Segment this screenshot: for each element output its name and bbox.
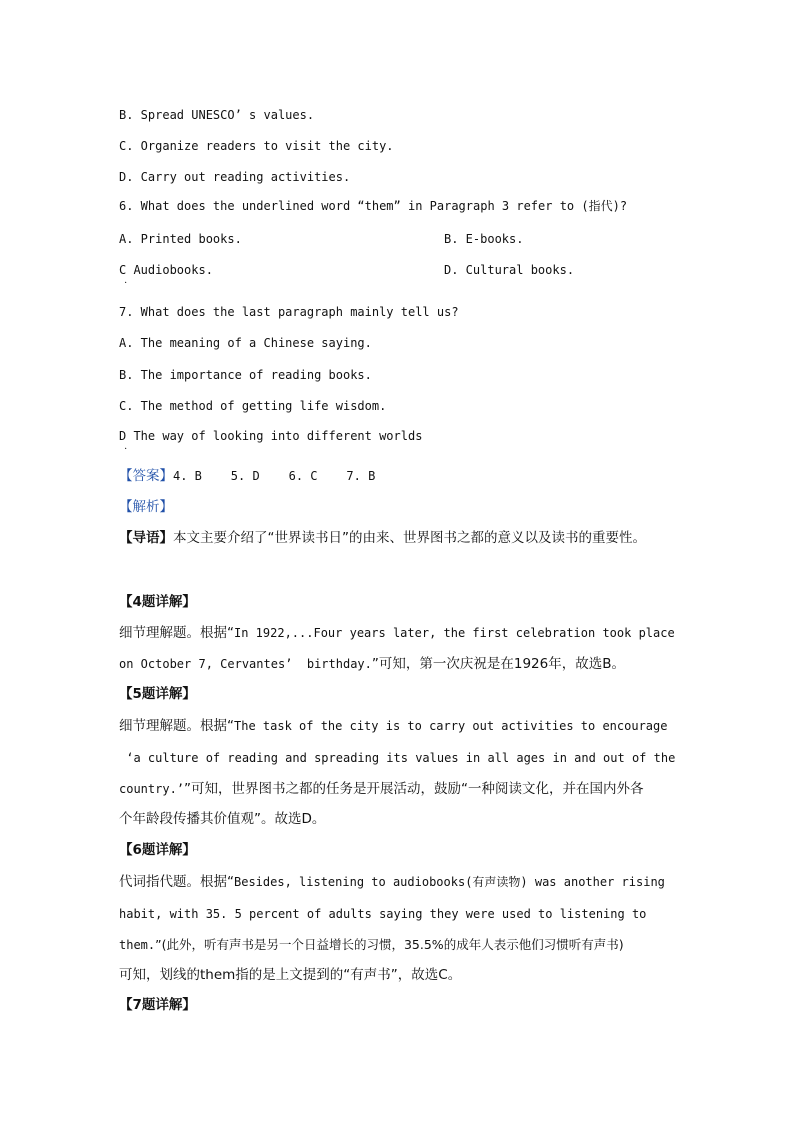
option-q7-d: D The way of looking into different worlds [119,429,423,443]
q6-detail-line-4: 可知，划线的them指的是上文提到的“有声书”，故选C。 [119,967,462,983]
option-q6-a: A. Printed books. [119,232,242,246]
option-q7-c: C. The method of getting life wisdom. [119,399,387,413]
option-q6-d: D. Cultural books. [444,263,575,277]
question-7: 7. What does the last paragraph mainly tell us? [119,305,459,319]
option-q7-a: A. The meaning of a Chinese saying. [119,336,372,350]
q4-detail-heading: 【4题详解】 [119,594,196,610]
dot-mark: · [124,444,128,455]
option-q5-d: D. Carry out reading activities. [119,170,351,184]
option-q6-c: C Audiobooks. [119,263,213,277]
q5-detail-line-1: 细节理解题。根据“The task of the city is to carry out activities to encourage [119,718,668,734]
q7-detail-heading: 【7题详解】 [119,997,196,1013]
answer-text: 4. B 5. D 6. C 7. B [173,469,376,483]
q5-detail-line-3: country.’”可知，世界图书之都的任务是开展活动，鼓励“一种阅读文化，并在国内外各 [119,781,644,797]
q6-detail-heading: 【6题详解】 [119,842,196,858]
q4-detail-line-1: 细节理解题。根据“In 1922,...Four years later, the first celebration took place [119,625,675,641]
guide-line [119,529,646,547]
q5-detail-line-4: 个年龄段传播其价值观”。故选D。 [119,811,326,827]
analysis-heading [119,499,173,515]
q4-detail-line-2: on October 7, Cervantes’ birthday.”可知，第一次庆祝是在1926年，故选B。 [119,656,625,672]
analysis-label: 【解析】 [119,499,173,515]
option-q5-b: B. Spread UNESCO’ s values. [119,108,315,122]
option-q5-c: C. Organize readers to visit the city. [119,139,394,153]
answer-line [119,468,375,484]
dot-mark: · [124,278,128,289]
option-q7-b: B. The importance of reading books. [119,368,372,382]
question-6: 6. What does the underlined word “them” in Paragraph 3 refer to (指代)? [119,199,628,213]
answer-label: 【答案】 [119,468,173,484]
q6-detail-line-3: them.”(此外，听有声书是另一个日益增长的习惯，35.5%的成年人表示他们习惯听有声书) [119,937,624,952]
q6-detail-line-2: habit, with 35. 5 percent of adults saying they were used to listening to [119,907,647,921]
guide-label: 【导语】 [119,530,173,546]
q5-detail-line-2: ‘a culture of reading and spreading its values in all ages in and out of the [119,751,676,765]
option-q6-b: B. E-books. [444,232,524,246]
q5-detail-heading: 【5题详解】 [119,686,196,702]
guide-text: 本文主要介绍了“世界读书日”的由来、世界图书之都的意义以及读书的重要性。 [173,530,646,546]
q6-detail-line-1: 代词指代题。根据“Besides, listening to audiobooks(有声读物) was another rising [119,874,665,890]
